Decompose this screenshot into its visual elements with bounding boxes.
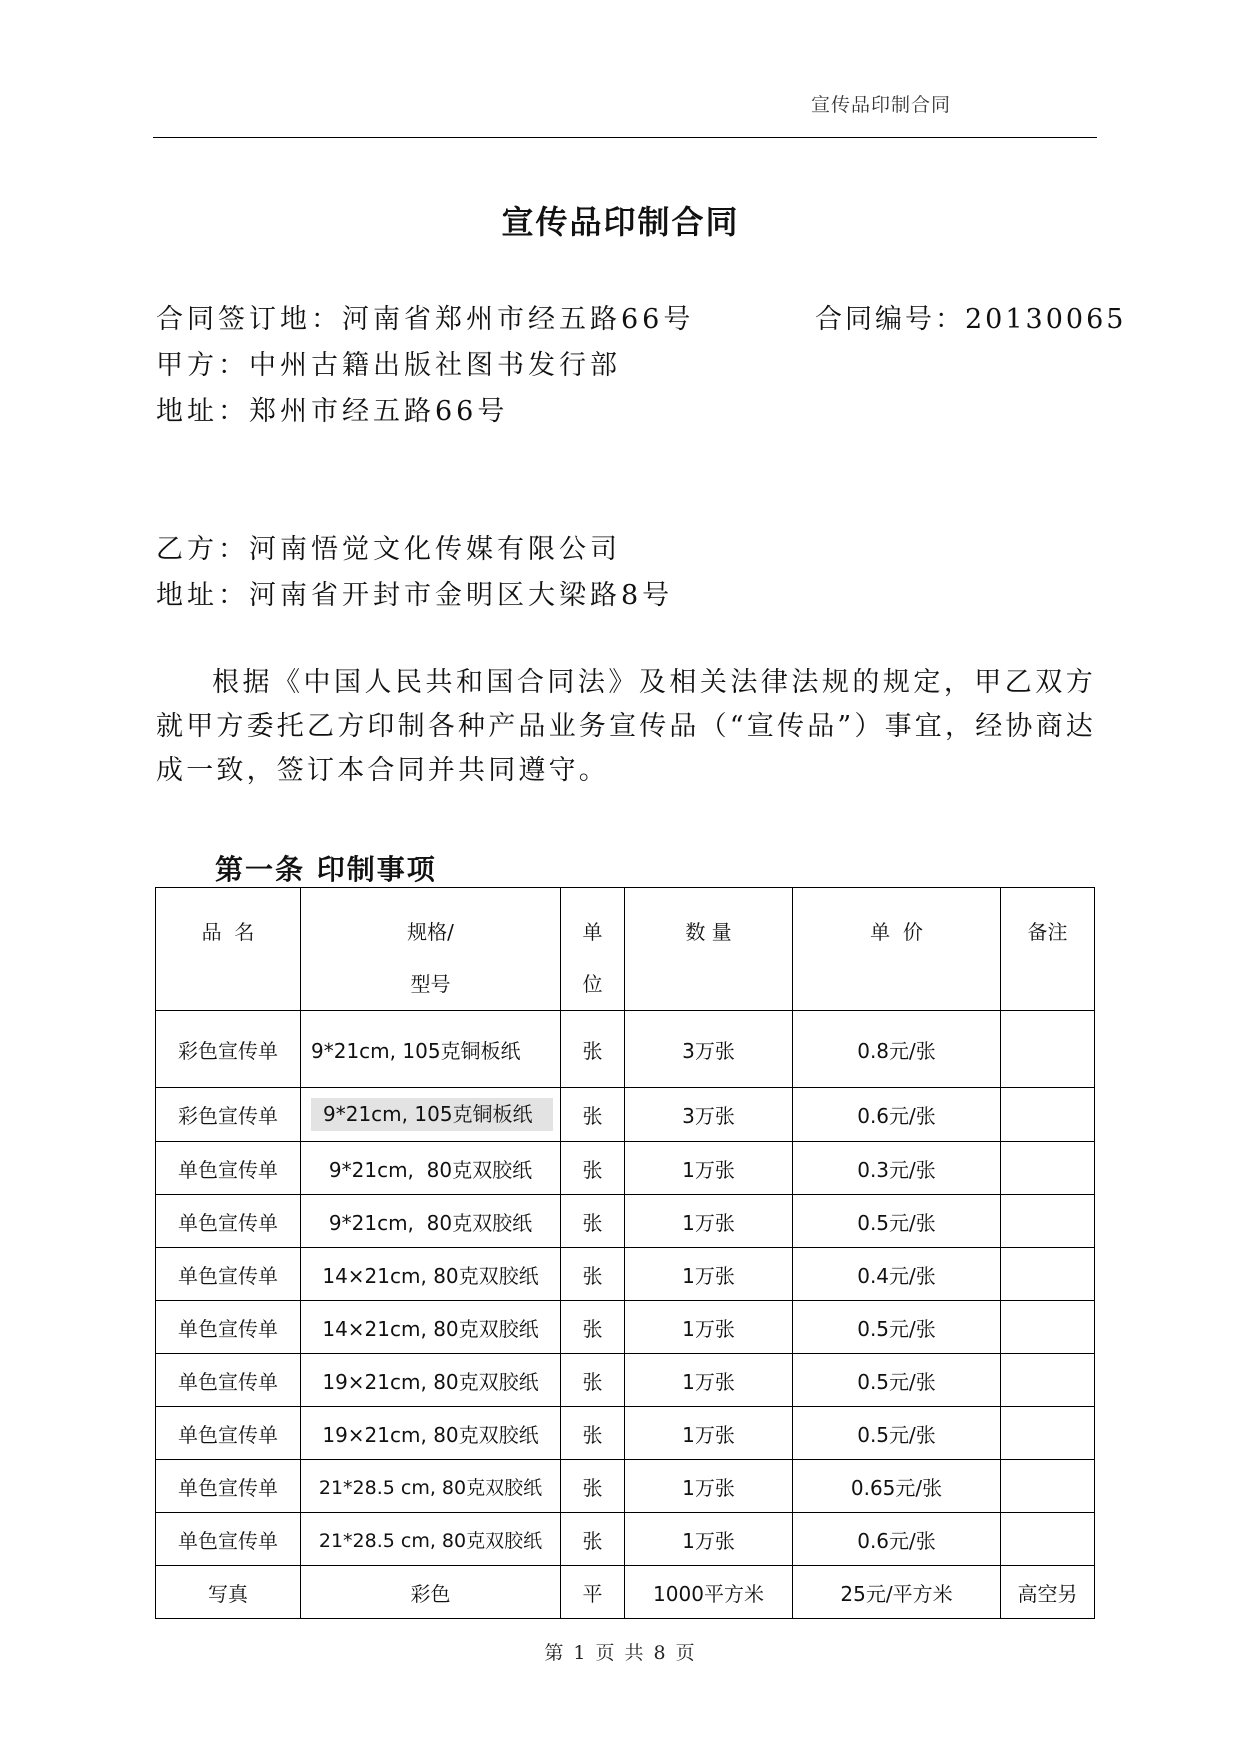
cell-spec: 21*28.5 cm, 80克双胶纸: [301, 1460, 561, 1513]
table-row: [156, 1088, 1095, 1142]
cell-note: [1001, 1407, 1095, 1460]
header-rule: [153, 137, 1097, 138]
table-row: [156, 1301, 1095, 1354]
section-1-title: 第一条 印制事项: [215, 853, 437, 886]
header-spec: [301, 888, 561, 1011]
cell-qty: 1000平方米: [625, 1566, 793, 1619]
cell-name: 写真: [156, 1566, 301, 1619]
cell-unit: 张: [561, 1142, 625, 1195]
header-qty: 数 量: [625, 888, 793, 1011]
table-row: [156, 1513, 1095, 1566]
cell-price: 0.5元/张: [793, 1354, 1001, 1407]
cell-qty: 1万张: [625, 1195, 793, 1248]
cell-name: 彩色宣传单: [156, 1088, 301, 1142]
cell-spec: 19×21cm, 80克双胶纸: [301, 1354, 561, 1407]
cell-qty: 1万张: [625, 1354, 793, 1407]
party-a-label: 甲方：: [156, 350, 249, 381]
cell-price: 0.8元/张: [793, 1011, 1001, 1088]
cell-name: 单色宣传单: [156, 1460, 301, 1513]
header-spec-line2: 型号: [410, 972, 451, 996]
signing-place: [156, 297, 694, 336]
cell-unit: 张: [561, 1011, 625, 1088]
signing-place-label: 合同签订地：: [156, 304, 342, 335]
cell-note: [1001, 1460, 1095, 1513]
cell-spec: 9*21cm, 80克双胶纸: [301, 1195, 561, 1248]
party-a-value: 中州古籍出版社图书发行部: [249, 350, 621, 381]
cell-note: [1001, 1354, 1095, 1407]
cell-price: 0.65元/张: [793, 1460, 1001, 1513]
table-row: [156, 1142, 1095, 1195]
cell-price: 0.4元/张: [793, 1248, 1001, 1301]
document-title: 宣传品印制合同: [501, 203, 740, 241]
party-b-value: 河南悟觉文化传媒有限公司: [249, 534, 621, 565]
cell-note: [1001, 1513, 1095, 1566]
cell-note: [1001, 1011, 1095, 1088]
cell-qty: 1万张: [625, 1513, 793, 1566]
party-a-address-value: 郑州市经五路66号: [249, 396, 509, 427]
contract-number-label: 合同编号：: [815, 304, 965, 335]
header-price: 单 价: [793, 888, 1001, 1011]
table-row: [156, 1248, 1095, 1301]
preamble-paragraph: 根据《中国人民共和国合同法》及相关法律法规的规定，甲乙双方就甲方委托乙方印制各种产品业务宣传品（“宣传品”）事宜，经协商达成一致，签订本合同并共同遵守。: [156, 667, 1097, 786]
header-unit-line2: 位: [582, 972, 603, 996]
header-unit-line1: 单: [582, 920, 603, 944]
cell-note: [1001, 1088, 1095, 1142]
cell-note: [1001, 1195, 1095, 1248]
cell-note: [1001, 1301, 1095, 1354]
party-b: [156, 527, 621, 566]
cell-price: 0.5元/张: [793, 1301, 1001, 1354]
cell-unit: 张: [561, 1088, 625, 1142]
page-number: 第 1 页 共 8 页: [544, 1642, 697, 1664]
cell-qty: 1万张: [625, 1301, 793, 1354]
running-header: 宣传品印制合同: [810, 94, 951, 116]
party-a-address-label: 地址：: [156, 396, 249, 427]
cell-price: 0.5元/张: [793, 1407, 1001, 1460]
cell-qty: 1万张: [625, 1248, 793, 1301]
party-a: [156, 343, 621, 382]
cell-name: 单色宣传单: [156, 1248, 301, 1301]
contract-number-value: 20130065: [965, 304, 1127, 335]
table-row: [156, 1195, 1095, 1248]
cell-price: 0.6元/张: [793, 1088, 1001, 1142]
cell-price: 25元/平方米: [793, 1566, 1001, 1619]
cell-spec: 21*28.5 cm, 80克双胶纸: [301, 1513, 561, 1566]
cell-unit: 张: [561, 1460, 625, 1513]
table-row: [156, 1407, 1095, 1460]
cell-qty: 3万张: [625, 1088, 793, 1142]
cell-name: 单色宣传单: [156, 1301, 301, 1354]
cell-note: [1001, 1248, 1095, 1301]
cell-name: 单色宣传单: [156, 1513, 301, 1566]
cell-spec: [301, 1088, 561, 1142]
header-spec-line1: 规格/: [407, 920, 454, 944]
cell-name: 单色宣传单: [156, 1354, 301, 1407]
header-note: 备注: [1001, 888, 1095, 1011]
cell-spec: 19×21cm, 80克双胶纸: [301, 1407, 561, 1460]
cell-unit: 平: [561, 1566, 625, 1619]
cell-name: 单色宣传单: [156, 1407, 301, 1460]
cell-qty: 3万张: [625, 1011, 793, 1088]
cell-unit: 张: [561, 1195, 625, 1248]
party-a-address: [156, 389, 508, 428]
cell-name: 彩色宣传单: [156, 1011, 301, 1088]
cell-price: 0.5元/张: [793, 1195, 1001, 1248]
header-unit: [561, 888, 625, 1011]
cell-qty: 1万张: [625, 1407, 793, 1460]
printing-items-table: [155, 887, 1095, 1619]
cell-qty: 1万张: [625, 1460, 793, 1513]
cell-name: 单色宣传单: [156, 1195, 301, 1248]
cell-spec: 14×21cm, 80克双胶纸: [301, 1301, 561, 1354]
cell-spec-highlight: 9*21cm, 105克铜板纸: [311, 1098, 553, 1131]
cell-unit: 张: [561, 1513, 625, 1566]
party-b-address: [156, 573, 673, 612]
table-row: [156, 1566, 1095, 1619]
contract-number: [815, 297, 1126, 336]
header-name: 品 名: [156, 888, 301, 1011]
cell-spec: 9*21cm, 80克双胶纸: [301, 1142, 561, 1195]
party-b-label: 乙方：: [156, 534, 249, 565]
cell-unit: 张: [561, 1301, 625, 1354]
cell-name: 单色宣传单: [156, 1142, 301, 1195]
party-b-address-label: 地址：: [156, 580, 249, 611]
cell-price: 0.3元/张: [793, 1142, 1001, 1195]
party-b-address-value: 河南省开封市金明区大梁路8号: [249, 580, 674, 611]
cell-qty: 1万张: [625, 1142, 793, 1195]
cell-spec: 14×21cm, 80克双胶纸: [301, 1248, 561, 1301]
table-row: [156, 1354, 1095, 1407]
cell-unit: 张: [561, 1248, 625, 1301]
cell-price: 0.6元/张: [793, 1513, 1001, 1566]
cell-unit: 张: [561, 1354, 625, 1407]
cell-note: [1001, 1142, 1095, 1195]
cell-spec: 彩色: [301, 1566, 561, 1619]
table-row: [156, 1011, 1095, 1088]
table-row: [156, 1460, 1095, 1513]
cell-unit: 张: [561, 1407, 625, 1460]
cell-spec: 9*21cm, 105克铜板纸: [301, 1011, 561, 1088]
signing-place-value: 河南省郑州市经五路66号: [342, 304, 695, 335]
cell-note: 高空另: [1001, 1566, 1095, 1619]
table-header-row: [156, 888, 1095, 1011]
